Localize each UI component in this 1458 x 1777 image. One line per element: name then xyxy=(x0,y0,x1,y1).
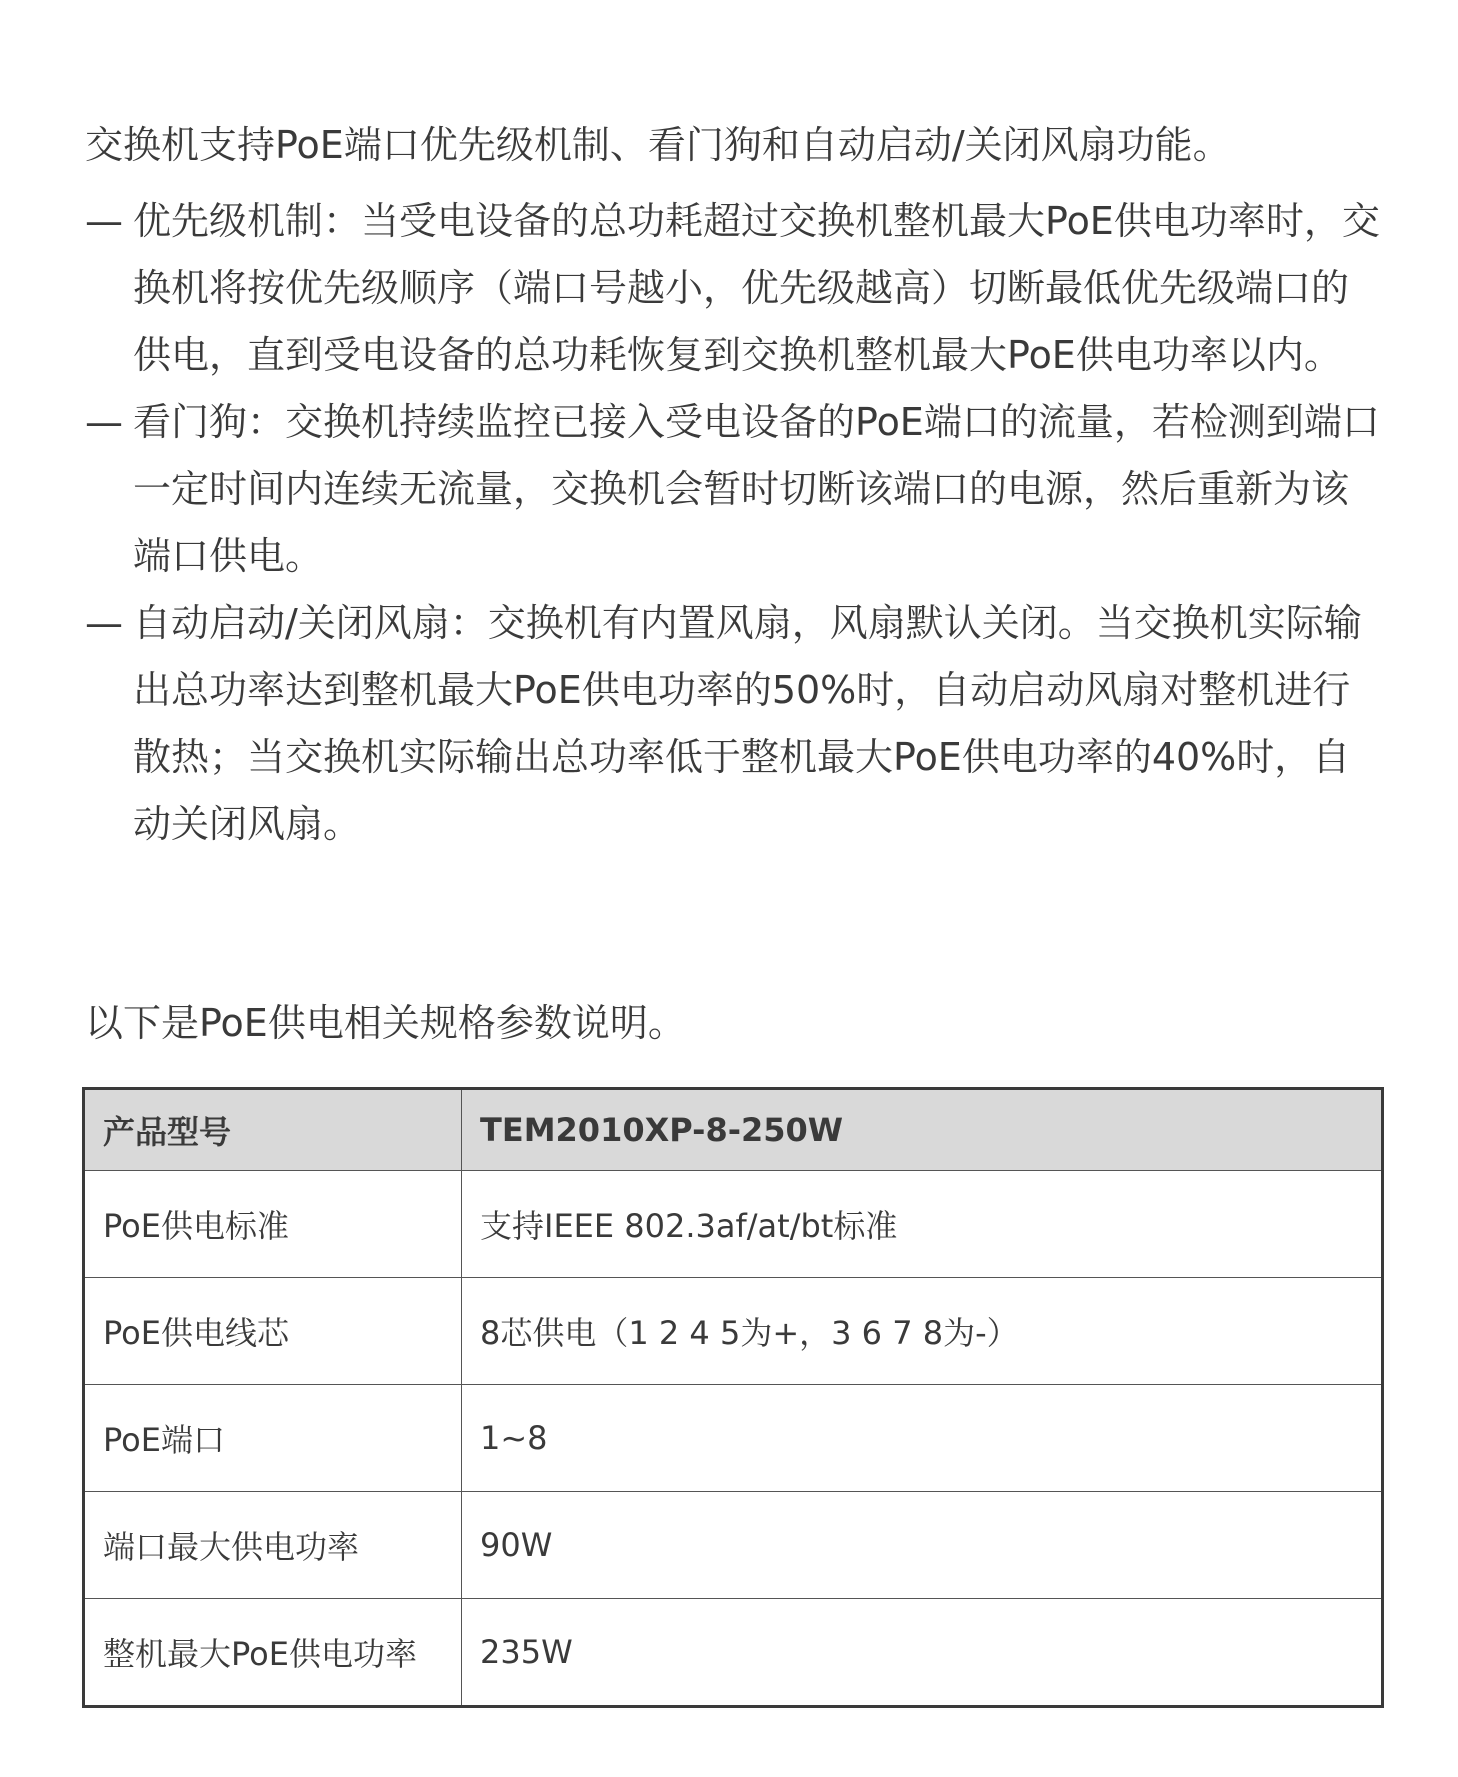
row-value: 支持IEEE 802.3af/at/bt标准 xyxy=(462,1171,1383,1278)
feature-item-watchdog xyxy=(85,389,1385,590)
feature-text: 看门狗：交换机持续监控已接入受电设备的PoE端口的流量，若检测到端口一定时间内连续无流量，交换机会暂时切断该端口的电源，然后重新为该端口供电。 xyxy=(133,400,1380,578)
feature-item-fan xyxy=(85,590,1385,858)
row-value: 1~8 xyxy=(462,1385,1383,1492)
table-row xyxy=(84,1492,1383,1599)
table-row xyxy=(84,1385,1383,1492)
feature-text: 自动启动/关闭风扇：交换机有内置风扇，风扇默认关闭。当交换机实际输出总功率达到整机最大PoE供电功率的50%时，自动启动风扇对整机进行散热；当交换机实际输出总功率低于整机最大PoE供电功率的40%时，自动关闭风扇。 xyxy=(133,601,1362,846)
row-label: PoE供电线芯 xyxy=(84,1278,462,1385)
intro-paragraph: 交换机支持PoE端口优先级机制、看门狗和自动启动/关闭风扇功能。 xyxy=(85,123,1231,167)
bullet-dash: — xyxy=(85,601,123,645)
row-value: 8芯供电（1 2 4 5为+，3 6 7 8为-） xyxy=(462,1278,1383,1385)
row-label: PoE端口 xyxy=(84,1385,462,1492)
row-value: 235W xyxy=(462,1599,1383,1707)
row-label: PoE供电标准 xyxy=(84,1171,462,1278)
feature-list xyxy=(85,188,1385,858)
bullet-dash: — xyxy=(85,400,123,444)
table-intro: 以下是PoE供电相关规格参数说明。 xyxy=(85,1001,686,1045)
table-row xyxy=(84,1599,1383,1707)
bullet-dash: — xyxy=(85,199,123,243)
table-row xyxy=(84,1171,1383,1278)
poe-spec-table xyxy=(82,1087,1384,1708)
table-header-row xyxy=(84,1089,1383,1171)
table-row xyxy=(84,1278,1383,1385)
row-label: 整机最大PoE供电功率 xyxy=(84,1599,462,1707)
feature-text: 优先级机制：当受电设备的总功耗超过交换机整机最大PoE供电功率时，交换机将按优先级顺序（端口号越小，优先级越高）切断最低优先级端口的供电，直到受电设备的总功耗恢复到交换机整机最大PoE供电功率以内。 xyxy=(133,199,1380,377)
row-value: 90W xyxy=(462,1492,1383,1599)
row-label: 端口最大供电功率 xyxy=(84,1492,462,1599)
header-cell-model-label: 产品型号 xyxy=(84,1089,462,1171)
header-cell-model-value: TEM2010XP-8-250W xyxy=(462,1089,1383,1171)
feature-item-priority xyxy=(85,188,1385,389)
